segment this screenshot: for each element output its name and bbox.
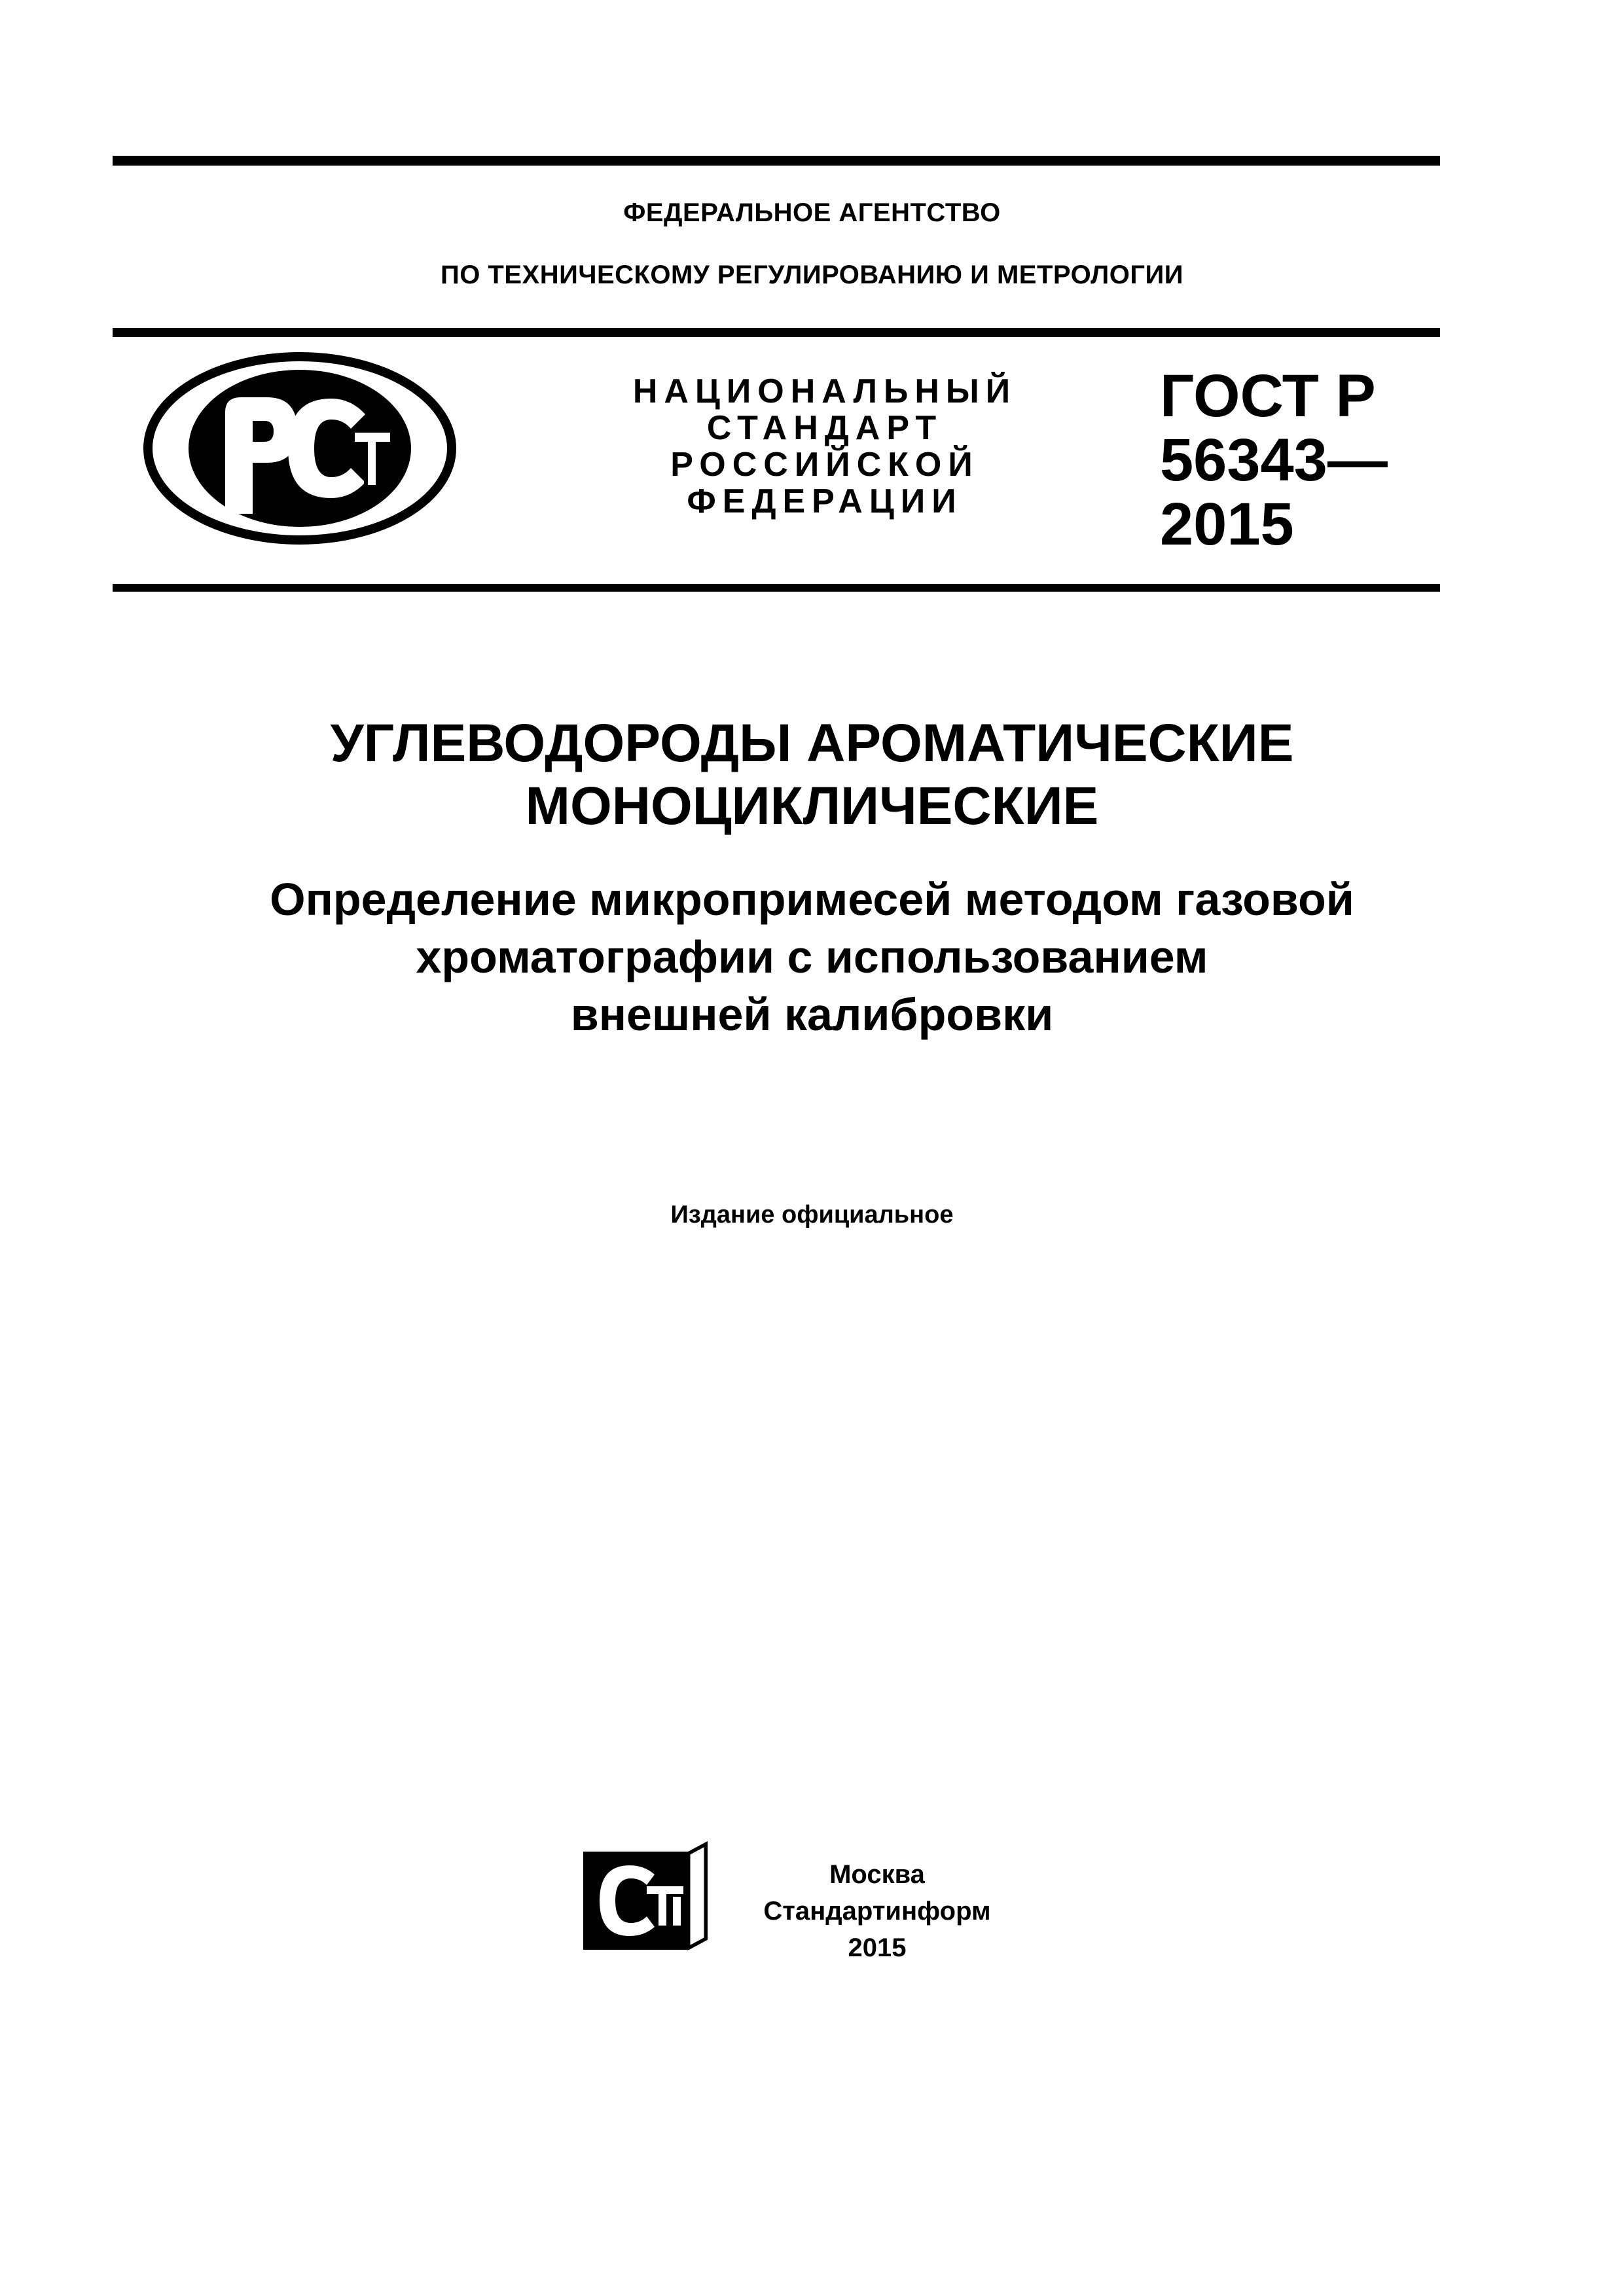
standartinform-logo-text: СТИ <box>581 1840 583 1841</box>
national-standard-line-4: ФЕДЕРАЦИИ <box>687 482 963 520</box>
national-standard-line-2: СТАНДАРТ <box>706 409 943 447</box>
rst-logo-icon <box>143 350 457 547</box>
publisher-block <box>740 1856 1015 1966</box>
edition-label: Издание официальное <box>670 1201 954 1229</box>
title-line-1: УГЛЕВОДОРОДЫ АРОМАТИЧЕСКИЕ <box>330 713 1294 773</box>
subtitle-line-3: внешней калибровки <box>570 989 1054 1040</box>
subtitle-line-1: Определение микропримесей методом газовой <box>270 874 1354 925</box>
standartinform-logo-icon <box>581 1840 712 1952</box>
national-standard-line-1: НАЦИОНАЛЬНЫЙ <box>632 372 1017 410</box>
publisher-name: Стандартинформ <box>763 1897 991 1926</box>
subtitle-line-2: хроматографии с использованием <box>416 931 1208 982</box>
designation-line-1: ГОСТ Р <box>1160 363 1376 429</box>
national-standard-block <box>589 373 1060 520</box>
rst-logo-text: РСТ <box>143 350 144 351</box>
publisher-year: 2015 <box>848 1933 907 1962</box>
standard-designation <box>1160 364 1388 556</box>
agency-line-2: ПО ТЕХНИЧЕСКОМУ РЕГУЛИРОВАНИЮ И МЕТРОЛОГИИ <box>440 260 1184 289</box>
national-standard-line-3: РОССИЙСКОЙ <box>670 446 979 484</box>
title-line-2: МОНОЦИКЛИЧЕСКИЕ <box>525 776 1099 836</box>
designation-line-2: 56343— <box>1160 427 1388 493</box>
agency-line-1: ФЕДЕРАЛЬНОЕ АГЕНТСТВО <box>623 198 1001 227</box>
designation-bottom-rule <box>113 584 1440 592</box>
header-thick-rule <box>113 328 1440 337</box>
designation-line-3: 2015 <box>1160 491 1294 558</box>
top-thick-rule <box>113 156 1440 166</box>
publisher-city: Москва <box>829 1860 925 1889</box>
